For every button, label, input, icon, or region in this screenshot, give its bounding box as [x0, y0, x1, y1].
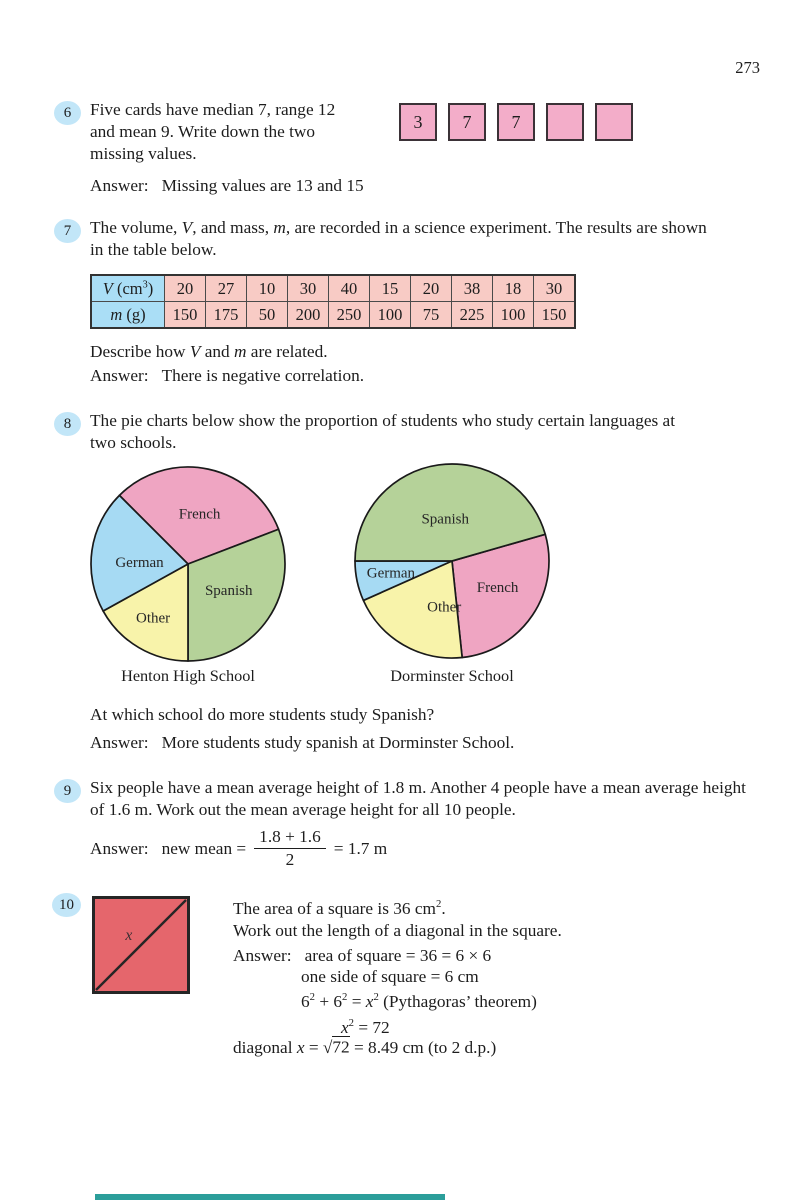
table-cell: 50 [247, 302, 288, 329]
number-card: 7 [448, 103, 486, 141]
q7-describe: Describe how V and m are related. [90, 342, 328, 361]
question-number-badge: 6 [54, 101, 81, 125]
table-row-label: m (g) [91, 302, 165, 329]
answer-text: Missing values are 13 and 15 [161, 176, 364, 195]
number-card: 3 [399, 103, 437, 141]
number-card [595, 103, 633, 141]
text-line: two schools. [90, 433, 177, 452]
table-cell: 250 [329, 302, 370, 329]
answer-step: $6^2 + 6^2 = x^2$ (Pythagoras’ theorem) [301, 991, 537, 1011]
table-cell: 38 [452, 275, 493, 302]
answer-step: diagonal x = √72 = 8.49 cm (to 2 d.p.) [233, 1037, 497, 1057]
table-cell: 40 [329, 275, 370, 302]
text-line: missing values. [90, 144, 197, 163]
answer-7 [90, 366, 364, 386]
table-cell: 100 [493, 302, 534, 329]
answer-8 [90, 733, 514, 753]
question-number-badge: 9 [54, 779, 81, 803]
answer-10 [233, 946, 773, 1059]
red-square-figure [92, 896, 190, 994]
pie-label-german: German [366, 565, 416, 582]
text-line: Six people have a mean average height of 1.8 m. Another 4 people have a mean average height [90, 778, 746, 797]
pie-label-french: French [178, 506, 221, 523]
table-row-label: V $(cm^3)$ [91, 275, 165, 302]
table-cell: 10 [247, 275, 288, 302]
pie-chart-henton [88, 464, 288, 664]
q8-question: At which school do more students study Spanish? [90, 705, 435, 724]
number-card: 7 [497, 103, 535, 141]
question-10-text [233, 893, 773, 942]
answer-label: Answer: [90, 838, 149, 858]
table-cell: 150 [165, 302, 206, 329]
diagonal-label: x [125, 926, 133, 944]
answer-label: Answer: [90, 733, 149, 752]
pie-label-other: Other [136, 610, 171, 627]
table-cell: 200 [288, 302, 329, 329]
table-cell: 18 [493, 275, 534, 302]
table-cell: 20 [165, 275, 206, 302]
text-line: and mean 9. Write down the two [90, 122, 316, 141]
answer-9 [90, 828, 387, 869]
table-cell: 30 [288, 275, 329, 302]
fraction [254, 828, 326, 869]
fraction-numerator: 1.8 + 1.6 [254, 828, 326, 849]
question-9-text [90, 777, 785, 821]
pie-label-other: Other [427, 599, 462, 616]
table-cell: 100 [370, 302, 411, 329]
text-line: Work out the length of a diagonal in the square. [233, 920, 562, 940]
question-number-badge: 8 [54, 412, 81, 436]
text-line: of 1.6 m. Work out the mean average height for all 10 people. [90, 800, 516, 819]
table-cell: 175 [206, 302, 247, 329]
answer-label: Answer: [233, 946, 292, 965]
pie-label-spanish: Spanish [421, 511, 469, 528]
q7-data-table [90, 274, 576, 329]
answer-suffix: = 1.7 m [333, 838, 388, 858]
pie-label-french: French [476, 580, 519, 597]
fraction-denominator: 2 [285, 850, 295, 870]
number-card [546, 103, 584, 141]
table-cell: 30 [534, 275, 576, 302]
table-cell: 15 [370, 275, 411, 302]
answer-label: Answer: [90, 176, 149, 195]
pie-label-spanish: Spanish [204, 583, 253, 600]
table-cell: 27 [206, 275, 247, 302]
answer-prefix: new mean = [161, 838, 247, 858]
question-6-text [90, 99, 410, 165]
number-cards [399, 103, 633, 141]
text-line: The volume, V, and mass, m, are recorded in a science experiment. The results are shown [90, 218, 707, 237]
question-8-text [90, 410, 770, 454]
pie-caption-dorminster: Dorminster School [390, 666, 514, 685]
pie-caption-henton: Henton High School [121, 666, 255, 685]
table-cell: 225 [452, 302, 493, 329]
answer-label: Answer: [90, 366, 149, 385]
square-diagonal [95, 899, 187, 991]
answer-step: $x^2 = 72$ [341, 1016, 390, 1037]
answer-text: More students study spanish at Dorminster School. [161, 733, 515, 752]
answer-text: There is negative correlation. [161, 366, 365, 385]
answer-step: area of square = 36 = 6 × 6 [304, 946, 492, 965]
answer-step: one side of square = 6 cm [301, 966, 479, 986]
pie-label-german: German [115, 555, 164, 572]
question-number-badge: 10 [52, 893, 81, 917]
answer-6 [90, 176, 364, 196]
text-line: The pie charts below show the proportion of students who study certain languages at [90, 411, 676, 430]
question-7-text [90, 217, 770, 261]
table-cell: 75 [411, 302, 452, 329]
text-line: The area of a square is 36 $cm^2$. [233, 898, 446, 918]
footer-accent-bar [95, 1194, 445, 1200]
text-line: in the table below. [90, 240, 217, 259]
table-cell: 150 [534, 302, 576, 329]
page-number: 273 [735, 58, 760, 77]
table-cell: 20 [411, 275, 452, 302]
question-number-badge: 7 [54, 219, 81, 243]
text-line: Five cards have median 7, range 12 [90, 100, 336, 119]
pie-chart-dorminster [352, 461, 552, 661]
